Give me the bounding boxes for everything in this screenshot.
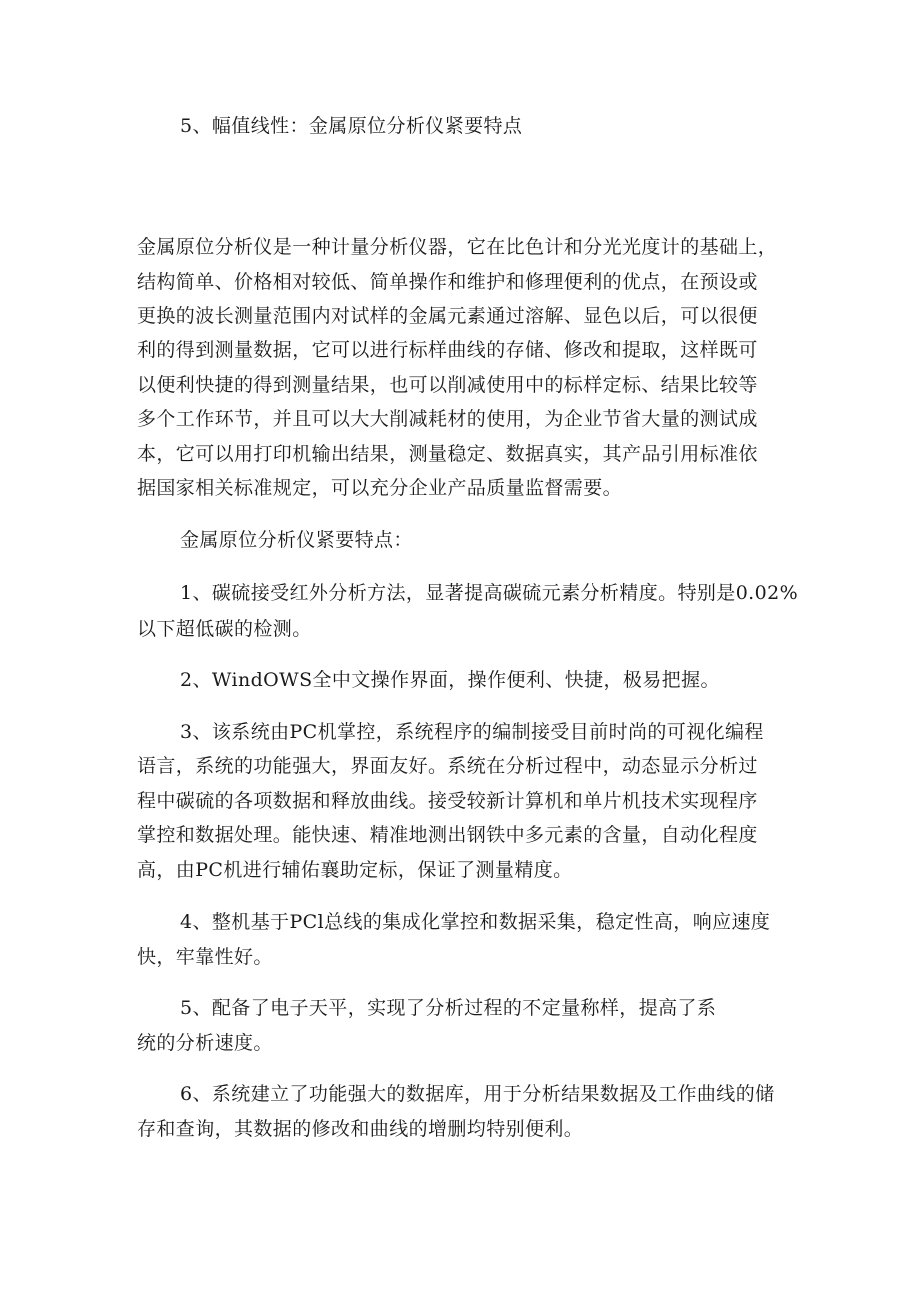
intro-line: 多个工作环节，并且可以大大削减耗材的使用，为企业节省大量的测试成: [137, 408, 758, 430]
feature-item-line: 高，由PC机进行辅佑襄助定标，保证了测量精度。: [137, 859, 573, 881]
feature-item-line: 4、整机基于PCl总线的集成化掌控和数据采集，稳定性高，响应速度: [180, 911, 771, 933]
feature-item-line: 统的分析速度。: [137, 1032, 273, 1054]
feature-item-line: 以下超低碳的检测。: [137, 618, 312, 640]
feature-item-line: 5、配备了电子天平，实现了分析过程的不定量称样，提高了系: [180, 997, 717, 1019]
feature-item-line: 语言，系统的功能强大，界面友好。系统在分析过程中，动态显示分析过: [137, 755, 758, 777]
feature-item-line: 掌控和数据处理。能快速、精准地测出钢铁中多元素的含量，自动化程度: [137, 824, 758, 846]
feature-item-line: 存和查询，其数据的修改和曲线的增删均特别便利。: [137, 1118, 584, 1140]
feature-item-line: 快，牢靠性好。: [137, 946, 273, 968]
feature-item-line: 6、系统建立了功能强大的数据库，用于分析结果数据及工作曲线的储: [180, 1083, 775, 1105]
intro-line: 利的得到测量数据，它可以进行标样曲线的存储、修改和提取，这样既可: [137, 339, 758, 361]
feature-item-line: 程中碳硫的各项数据和释放曲线。接受较新计算机和单片机技术实现程序: [137, 790, 758, 812]
feature-item-line: 3、该系统由PC机掌控，系统程序的编制接受目前时尚的可视化编程: [180, 721, 764, 743]
intro-line: 结构简单、价格相对较低、简单操作和维护和修理便利的优点，在预设或: [137, 271, 758, 293]
section-heading: 5、幅值线性：金属原位分析仪紧要特点: [180, 115, 523, 137]
intro-line: 更换的波长测量范围内对试样的金属元素通过溶解、显色以后，可以很便: [137, 305, 758, 327]
feature-item-line: 1、碳硫接受红外分析方法，显著提高碳硫元素分析精度。特别是0.02%: [180, 582, 799, 604]
intro-line: 以便利快捷的得到测量结果，也可以削减使用中的标样定标、结果比较等: [137, 374, 758, 396]
features-title: 金属原位分析仪紧要特点：: [180, 529, 413, 551]
feature-item-line: 2、WindOWS全中文操作界面，操作便利、快捷，极易把握。: [180, 669, 720, 691]
intro-line: 本，它可以用打印机输出结果，测量稳定、数据真实，其产品引用标准依: [137, 443, 758, 465]
intro-line: 金属原位分析仪是一种计量分析仪器，它在比色计和分光光度计的基础上，: [137, 236, 778, 258]
intro-line: 据国家相关标准规定，可以充分企业产品质量监督需要。: [137, 477, 623, 499]
